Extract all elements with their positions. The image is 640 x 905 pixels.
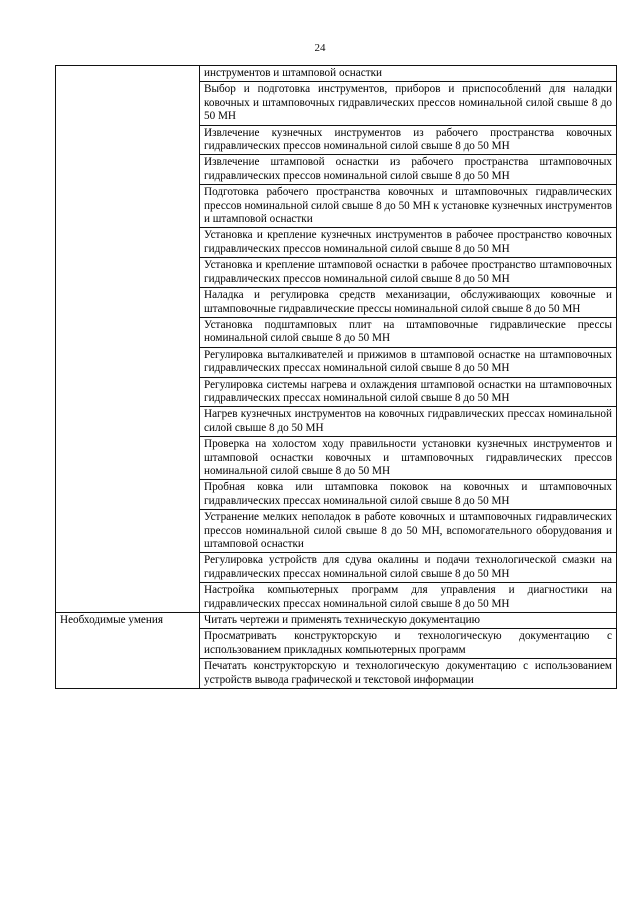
table-cell: Подготовка рабочего пространства ковочных и штамповочных гидравлических прессов номинальной силой свыше 8 до 50 МН к установке кузнечных инструментов и штамповой оснастки <box>200 185 617 228</box>
requirements-table <box>55 65 617 689</box>
table-row <box>56 66 617 82</box>
table-cell: Настройка компьютерных программ для управления и диагностики на гидравлических прессах номинальной силой свыше 8 до 50 МН <box>200 583 617 613</box>
table-row <box>56 613 617 629</box>
table-cell: Установка и крепление штамповой оснастки в рабочее пространство штамповочных гидравлических прессов номинальной силой свыше 8 до 50 МН <box>200 258 617 288</box>
table-cell: Проверка на холостом ходу правильности установки кузнечных инструментов и штамповой оснастки ковочных и штамповочных гидравлических прессов номинальной силой свыше 8 до 50 МН <box>200 437 617 480</box>
required-skills-label: Необходимые умения <box>56 613 200 689</box>
table-cell: Пробная ковка или штамповка поковок на ковочных и штамповочных гидравлических прессах номинальной силой свыше 8 до 50 МН <box>200 480 617 510</box>
table-cell: Устранение мелких неполадок в работе ковочных и штамповочных гидравлических прессов номинальной силой свыше 8 до 50 МН, вспомогательного оборудования и штамповой оснастки <box>200 510 617 553</box>
table-cell: Регулировка системы нагрева и охлаждения штамповой оснастки на штамповочных гидравлических прессах номинальной силой свыше 8 до 50 МН <box>200 377 617 407</box>
table-cell: Регулировка устройств для сдува окалины и подачи технологической смазки на гидравлических прессах номинальной силой свыше 8 до 50 МН <box>200 553 617 583</box>
table-cell: Наладка и регулировка средств механизации, обслуживающих ковочные и штамповочные гидравлические прессы номинальной силой свыше 8 до 50 МН <box>200 288 617 318</box>
table-cell: Установка подштамповых плит на штамповочные гидравлические прессы номинальной силой свыше 8 до 50 МН <box>200 317 617 347</box>
table-cell: Печатать конструкторскую и технологическую документацию с использованием устройств вывода графической и текстовой информации <box>200 659 617 689</box>
table-cell: Установка и крепление кузнечных инструментов в рабочее пространство ковочных гидравлических прессов номинальной силой свыше 8 до 50 МН <box>200 228 617 258</box>
labor-actions-label-cell <box>56 66 200 613</box>
table-cell: Нагрев кузнечных инструментов на ковочных гидравлических прессах номинальной силой свыше 8 до 50 МН <box>200 407 617 437</box>
table-cell: Извлечение кузнечных инструментов из рабочего пространства ковочных гидравлических прессов номинальной силой свыше 8 до 50 МН <box>200 125 617 155</box>
table-cell: инструментов и штамповой оснастки <box>200 66 617 82</box>
page-number: 24 <box>314 42 326 54</box>
table-cell: Регулировка выталкивателей и прижимов в штамповой оснастке на штамповочных гидравлических прессах номинальной силой свыше 8 до 50 МН <box>200 347 617 377</box>
table-cell: Читать чертежи и применять техническую документацию <box>200 613 617 629</box>
table-cell: Просматривать конструкторскую и технологическую документацию с использованием прикладных компьютерных программ <box>200 629 617 659</box>
table-cell: Извлечение штамповой оснастки из рабочего пространства штамповочных гидравлических прессов номинальной силой свыше 8 до 50 МН <box>200 155 617 185</box>
table-cell: Выбор и подготовка инструментов, приборов и приспособлений для наладки ковочных и штамповочных гидравлических прессов номинальной силой свыше 8 до 50 МН <box>200 82 617 125</box>
